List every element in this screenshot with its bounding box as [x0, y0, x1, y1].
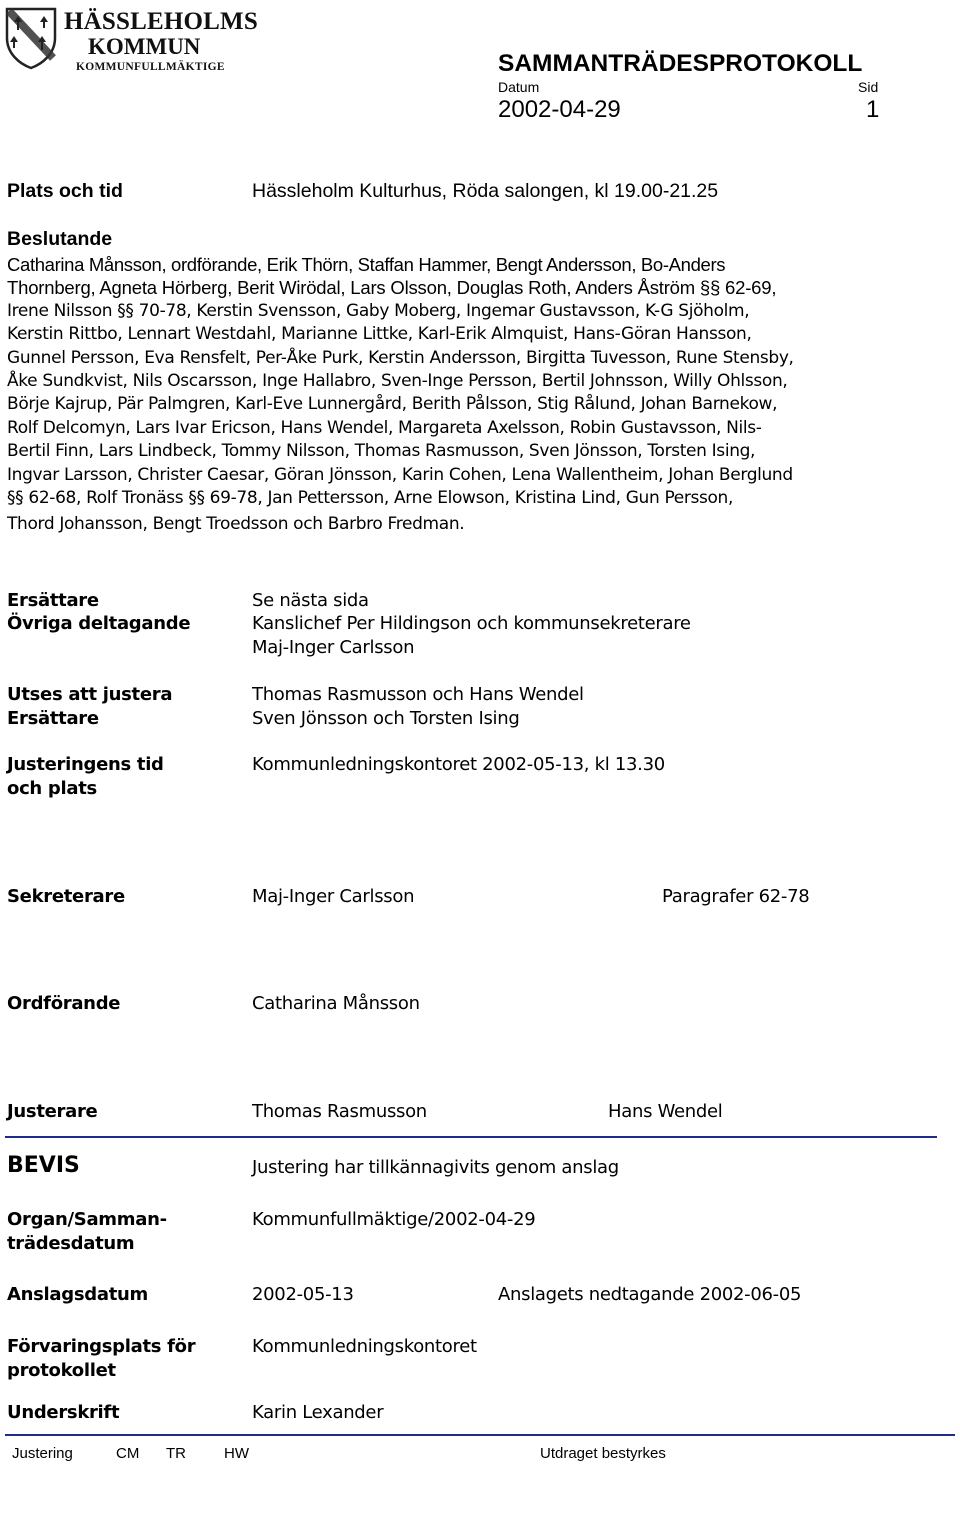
- logo-line-1: HÄSSLEHOLMS: [64, 8, 258, 35]
- beslutande-line: Irene Nilsson §§ 70-78, Kerstin Svensson, Gaby Moberg, Ingemar Gustavsson, K-G Sjöholm,: [7, 300, 750, 321]
- utses-att-justera-label: Utses att justera: [7, 684, 173, 705]
- justeringens-value: Kommunledningskontoret 2002-05-13, kl 13.30: [252, 754, 665, 775]
- forvaringsplats-value: Kommunledningskontoret: [252, 1336, 477, 1357]
- underskrift-value: Karin Lexander: [252, 1402, 384, 1423]
- ersattare-label: Ersättare: [7, 590, 99, 611]
- beslutande-line: Gunnel Persson, Eva Rensfelt, Per-Åke Purk, Kerstin Andersson, Birgitta Tuvesson, Rune Stensby,: [7, 347, 794, 368]
- forvaringsplats-label-2: protokollet: [7, 1360, 116, 1381]
- beslutande-line: Thornberg, Agneta Hörberg, Berit Wirödal, Lars Olsson, Douglas Roth, Anders Åström §§ 62-69,: [7, 277, 777, 299]
- organ-label-1: Organ/Samman-: [7, 1209, 167, 1230]
- bevis-title: BEVIS: [7, 1153, 80, 1178]
- justeringens-plats-label: och plats: [7, 778, 97, 799]
- ovriga-deltagande-value: Kanslichef Per Hildingson och kommunsekreterare: [252, 613, 691, 634]
- ovriga-deltagande-value-2: Maj-Inger Carlsson: [252, 637, 415, 658]
- beslutande-line: Kerstin Rittbo, Lennart Westdahl, Marianne Littke, Karl-Erik Almquist, Hans-Göran Hansson,: [7, 324, 752, 345]
- plats-och-tid-label: Plats och tid: [7, 180, 123, 202]
- meeting-date: 2002-04-29: [498, 96, 621, 123]
- justerare-label: Justerare: [7, 1101, 98, 1122]
- utses-att-justera-value: Thomas Rasmusson och Hans Wendel: [252, 684, 584, 705]
- beslutande-label: Beslutande: [7, 228, 113, 250]
- beslutande-line: Börje Kajrup, Pär Palmgren, Karl-Eve Lunnergård, Berith Pålsson, Stig Rålund, Johan Barnekow,: [7, 394, 778, 415]
- ordforande-name: Catharina Månsson: [252, 993, 420, 1014]
- paragrafer-range: Paragrafer 62-78: [662, 886, 810, 907]
- ovriga-deltagande-label: Övriga deltagande: [7, 613, 191, 634]
- underskrift-label: Underskrift: [7, 1402, 120, 1423]
- ersattare-justera-value: Sven Jönsson och Torsten Ising: [252, 708, 520, 729]
- footer-initials-cm: CM: [116, 1445, 140, 1462]
- beslutande-list: [7, 253, 957, 537]
- page-number: 1: [866, 96, 880, 123]
- plats-och-tid-value: Hässleholm Kulturhus, Röda salongen, kl 19.00-21.25: [252, 180, 719, 202]
- justerare-name-2: Hans Wendel: [608, 1101, 723, 1122]
- organ-label-2: trädesdatum: [7, 1233, 135, 1254]
- municipality-logo: [4, 4, 258, 78]
- anslagsdatum-value: 2002-05-13: [252, 1284, 354, 1305]
- ersattare-value: Se nästa sida: [252, 590, 369, 611]
- footer-utdraget-bestyrkes: Utdraget bestyrkes: [540, 1445, 666, 1462]
- footer-initials-tr: TR: [166, 1445, 186, 1462]
- beslutande-line: Catharina Månsson, ordförande, Erik Thörn, Staffan Hammer, Bengt Andersson, Bo-Anders: [7, 254, 726, 275]
- anslagsdatum-label: Anslagsdatum: [7, 1284, 148, 1305]
- footer-justering: Justering: [12, 1445, 73, 1462]
- footer-initials-hw: HW: [224, 1445, 249, 1462]
- justerare-name-1: Thomas Rasmusson: [252, 1101, 427, 1122]
- beslutande-line: Ingvar Larsson, Christer Caesar, Göran Jönsson, Karin Cohen, Lena Wallentheim, Johan Berglund: [7, 464, 793, 485]
- sid-label: Sid: [858, 79, 879, 95]
- organ-value: Kommunfullmäktige/2002-04-29: [252, 1209, 536, 1230]
- ordforande-label: Ordförande: [7, 993, 121, 1014]
- beslutande-line: Åke Sundkvist, Nils Oscarsson, Inge Hallabro, Sven-Inge Persson, Bertil Johnsson, Willy Ohlsson,: [7, 371, 788, 392]
- logo-line-3: KOMMUNFULLMÄKTIGE: [76, 61, 225, 73]
- bevis-text: Justering har tillkännagivits genom anslag: [252, 1157, 619, 1178]
- separator-rule: [5, 1136, 937, 1138]
- datum-label: Datum: [498, 79, 540, 95]
- forvaringsplats-label-1: Förvaringsplats för: [7, 1336, 196, 1357]
- sekreterare-name: Maj-Inger Carlsson: [252, 886, 415, 907]
- footer-rule: [5, 1434, 955, 1436]
- document-type-title: SAMMANTRÄDESPROTOKOLL: [498, 50, 863, 77]
- sekreterare-label: Sekreterare: [7, 886, 125, 907]
- justeringens-tid-label: Justeringens tid: [7, 754, 164, 775]
- coat-of-arms-icon: [4, 6, 58, 70]
- beslutande-line: Bertil Finn, Lars Lindbeck, Tommy Nilsson, Thomas Rasmusson, Sven Jönsson, Torsten Ising,: [7, 441, 756, 462]
- beslutande-line: §§ 62-68, Rolf Tronäss §§ 69-78, Jan Pettersson, Arne Elowson, Kristina Lind, Gun Persson,: [7, 488, 734, 509]
- logo-line-2: KOMMUN: [88, 34, 201, 59]
- beslutande-line: Rolf Delcomyn, Lars Ivar Ericson, Hans Wendel, Margareta Axelsson, Robin Gustavsson, Nils-: [7, 417, 762, 438]
- beslutande-line: Thord Johansson, Bengt Troedsson och Barbro Fredman.: [7, 514, 465, 535]
- ersattare-justera-label: Ersättare: [7, 708, 99, 729]
- anslagets-nedtagande: Anslagets nedtagande 2002-06-05: [498, 1284, 802, 1305]
